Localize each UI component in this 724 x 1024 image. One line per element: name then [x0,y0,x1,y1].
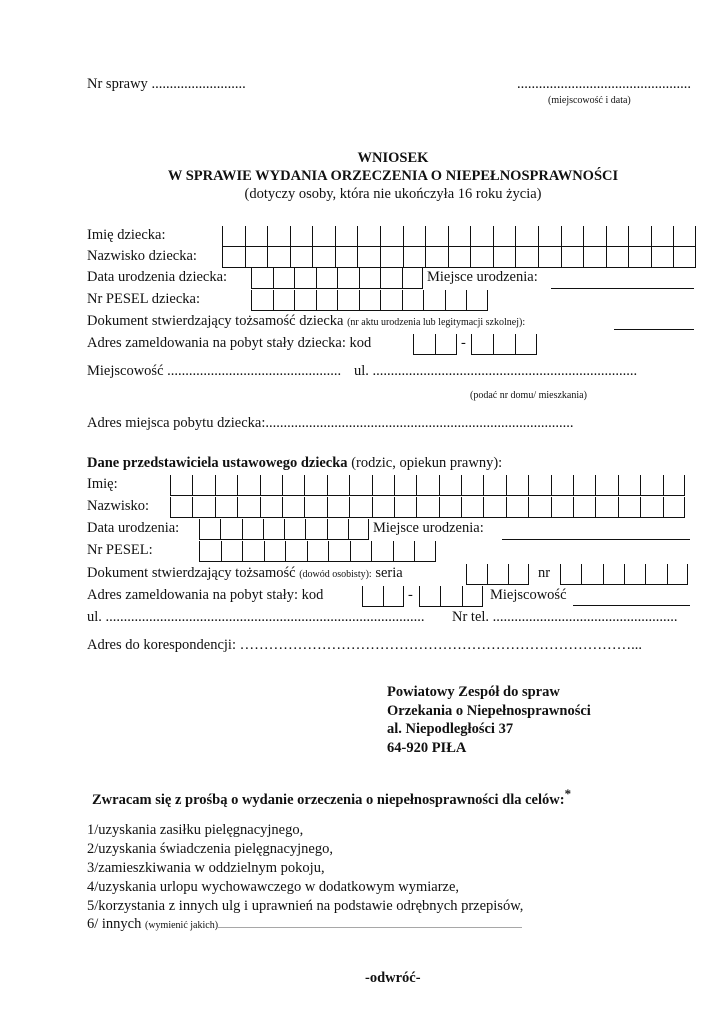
char-box-divider [282,475,283,495]
case-number-field [87,76,246,93]
char-box-divider [349,475,350,495]
char-box-divider [170,497,171,517]
char-box-divider [267,226,268,246]
char-box-divider [640,497,641,517]
child-residence-dots[interactable]: ..................................................................................... [265,415,574,431]
char-box-divider [483,475,484,495]
char-box-divider [628,247,629,267]
char-box-divider [215,497,216,517]
char-box-divider [393,541,394,561]
recipient-address [387,683,591,757]
char-box-divider [372,497,373,517]
guardian-document-hint: (dowód osobisty): [299,569,372,580]
char-box-divider [192,497,193,517]
char-box-divider [573,475,574,495]
place-date-dots[interactable]: ................................................ [517,76,691,92]
guardian-city-line[interactable] [573,604,690,606]
char-box-divider [394,497,395,517]
char-box-divider [493,334,494,354]
guardian-city-label: Miejscowość [490,587,567,603]
recipient-line-1: Powiatowy Zespół do spraw [387,684,560,700]
char-box-divider [470,247,471,267]
char-box-divider [419,586,420,606]
guardian-series-boxes[interactable] [466,564,529,585]
guardian-series-label: seria [375,565,403,581]
char-box-divider [583,226,584,246]
guardian-last-name-label: Nazwisko: [87,498,150,514]
char-box-divider [551,497,552,517]
char-box-divider [348,519,349,539]
char-box-divider [618,497,619,517]
char-box-divider [640,475,641,495]
char-box-divider [263,519,264,539]
char-box-divider [416,475,417,495]
other-purpose-field [87,916,522,933]
char-box-divider [260,497,261,517]
guardian-postcode-part2-boxes[interactable] [419,586,483,607]
title-subtitle: (dotyczy osoby, która nie ukończyła 16 roku życia) [244,186,542,202]
char-box-divider [471,334,472,354]
char-box-divider [461,497,462,517]
other-purpose-dots[interactable]: ........................................................................................................................................................ [218,921,523,930]
recipient-line-2: Orzekania o Niepełnosprawności [387,702,591,719]
char-box-divider [684,497,685,517]
char-box-divider [294,268,295,288]
purpose-item[interactable]: 4/uzyskania urlopu wychowawczego w dodatkowym wymiarze, [87,879,460,895]
char-box-divider [423,290,424,310]
char-box-divider [403,226,404,246]
char-box-divider [383,586,384,606]
guardian-phone-field [452,609,678,626]
child-document-hint: (nr aktu urodzenia lub legitymacji szkolnej): [347,317,526,328]
char-box-divider [687,564,688,584]
purpose-item[interactable]: 5/korzystania z innych ulg i uprawnień na podstawie odrębnych przepisów, [87,898,524,914]
child-address-label: Adres zameldowania na pobyt stały dziecka: kod [87,335,372,351]
char-box-divider [237,475,238,495]
correspondence-label: Adres do korespondencji: [87,637,236,653]
char-box-divider [316,290,317,310]
char-box-divider [215,475,216,495]
child-document-field [87,313,525,330]
char-box-divider [222,247,223,267]
guardian-address-label: Adres zameldowania na pobyt stały: kod [87,587,324,603]
guardian-heading-colon: : [498,455,503,471]
char-box-divider [245,226,246,246]
char-box-divider [515,247,516,267]
char-box-divider [220,519,221,539]
char-box-divider [448,226,449,246]
guardian-heading-text: Dane przedstawiciela ustawowego dziecka [87,455,348,471]
recipient-line-3: al. Niepodległości 37 [387,721,514,737]
char-box-divider [307,541,308,561]
guardian-number-label: nr [538,565,551,581]
char-box-divider [673,247,674,267]
child-street-field [354,363,637,380]
char-box-divider [350,541,351,561]
guardian-number-boxes[interactable] [560,564,688,585]
char-box-divider [273,268,274,288]
place-date-caption: (miejscowość i data) [548,95,631,106]
char-box-divider [470,226,471,246]
char-box-divider [337,268,338,288]
char-box-divider [595,497,596,517]
char-box-divider [695,226,696,246]
child-residence-label: Adres miejsca pobytu dziecka: [87,415,266,431]
char-box-divider [199,519,200,539]
request-asterisk: * [564,786,572,801]
child-street-hint: (podać nr domu/ mieszkania) [470,390,587,401]
char-box-divider [264,541,265,561]
char-box-divider [482,586,483,606]
char-box-divider [327,519,328,539]
guardian-phone-label: Nr tel. [452,609,490,625]
guardian-pesel-boxes[interactable] [199,541,436,562]
char-box-divider [403,586,404,606]
purpose-item[interactable]: 1/uzyskania zasiłku pielęgnacyjnego, [87,822,304,838]
char-box-divider [440,586,441,606]
child-postcode-part2-boxes[interactable] [471,334,537,355]
child-birth-date-label: Data urodzenia dziecka: [87,269,228,285]
guardian-birth-place-line[interactable] [502,538,690,540]
case-number-dots[interactable]: .......................... [151,76,246,92]
char-box-divider [551,475,552,495]
char-box-divider [380,226,381,246]
child-city-label: Miejscowość [87,363,164,379]
guardian-heading [87,455,502,472]
char-box-divider [595,475,596,495]
char-box-divider [192,475,193,495]
other-purpose-hint: (wymienić jakich) [145,920,219,931]
child-city-field [87,363,341,380]
char-box-divider [439,497,440,517]
char-box-divider [673,226,674,246]
guardian-first-name-boxes[interactable] [170,475,685,496]
char-box-divider [603,564,604,584]
child-document-line[interactable] [614,328,694,330]
char-box-divider [483,497,484,517]
char-box-divider [538,226,539,246]
child-postcode-dash: - [461,335,466,351]
char-box-divider [628,226,629,246]
guardian-document-field [87,565,403,582]
char-box-divider [284,519,285,539]
char-box-divider [663,475,664,495]
char-box-divider [328,541,329,561]
guardian-street-label: ul. [87,609,102,625]
child-street-dots[interactable]: ......................................................................... [372,363,638,379]
char-box-divider [273,290,274,310]
title-main: W SPRAWIE WYDANIA ORZECZENIA O NIEPEŁNOSPRAWNOŚCI [167,168,619,184]
child-postcode-part1-boxes[interactable] [413,334,457,355]
char-box-divider [624,564,625,584]
guardian-postcode-part1-boxes[interactable] [362,586,404,607]
child-city-dots[interactable]: ................................................ [167,363,342,379]
char-box-divider [359,290,360,310]
correspondence-dots[interactable]: ………………………………………………………………………... [239,637,642,653]
purposes-list [87,821,523,916]
char-box-divider [684,475,685,495]
child-last-name-label: Nazwisko dziecka: [87,248,197,264]
char-box-divider [651,247,652,267]
char-box-divider [508,564,509,584]
char-box-divider [402,268,403,288]
char-box-divider [337,290,338,310]
char-box-divider [493,226,494,246]
char-box-divider [445,290,446,310]
char-box-divider [439,475,440,495]
char-box-divider [413,334,414,354]
char-box-divider [536,334,537,354]
char-box-divider [282,497,283,517]
guardian-birth-date-boxes[interactable] [199,519,369,540]
request-sentence: Zwracam się z prośbą o wydanie orzeczenia o niepełnosprawności dla celów: [92,791,565,808]
guardian-document-label: Dokument stwierdzający tożsamość [87,565,296,581]
char-box-divider [528,564,529,584]
char-box-divider [245,247,246,267]
char-box-divider [461,475,462,495]
char-box-divider [606,247,607,267]
purpose-item[interactable]: 3/zamieszkiwania w oddzielnym pokoju, [87,860,325,876]
char-box-divider [357,226,358,246]
char-box-divider [380,290,381,310]
char-box-divider [528,497,529,517]
char-box-divider [581,564,582,584]
recipient-line-4: 64-920 PIŁA [387,739,467,756]
char-box-divider [359,268,360,288]
case-number-label: Nr sprawy [87,76,148,92]
purpose-item[interactable]: 2/uzyskania świadczenia pielęgnacyjnego, [87,841,333,857]
char-box-divider [618,475,619,495]
guardian-pesel-label: Nr PESEL: [87,542,153,558]
char-box-divider [402,290,403,310]
char-box-divider [462,586,463,606]
char-box-divider [583,247,584,267]
char-box-divider [667,564,668,584]
other-purpose-label: 6/ innych [87,916,142,932]
char-box-divider [380,247,381,267]
child-first-name-label: Imię dziecka: [87,227,166,243]
child-birth-date-boxes[interactable] [251,268,423,289]
char-box-divider [251,268,252,288]
char-box-divider [294,290,295,310]
char-box-divider [416,497,417,517]
char-box-divider [573,497,574,517]
turn-page-note: -odwróć- [365,970,421,986]
char-box-divider [199,541,200,561]
char-box-divider [560,564,561,584]
char-box-divider [327,475,328,495]
guardian-first-name-label: Imię: [87,476,118,492]
request-text [92,786,571,809]
child-residence-field [87,415,574,432]
child-document-label: Dokument stwierdzający tożsamość dziecka [87,313,344,329]
child-birth-place-label: Miejsce urodzenia: [427,269,538,285]
char-box-divider [371,541,372,561]
char-box-divider [403,247,404,267]
char-box-divider [304,497,305,517]
child-last-name-boxes[interactable] [222,247,696,268]
char-box-divider [372,475,373,495]
child-pesel-boxes[interactable] [251,290,488,311]
char-box-divider [285,541,286,561]
char-box-divider [506,475,507,495]
char-box-divider [466,564,467,584]
char-box-divider [515,334,516,354]
char-box-divider [221,541,222,561]
child-street-label: ul. [354,363,369,379]
guardian-phone-dots[interactable]: ................................................... [492,609,678,625]
char-box-divider [425,247,426,267]
char-box-divider [312,247,313,267]
guardian-last-name-boxes[interactable] [170,497,685,518]
char-box-divider [561,247,562,267]
char-box-divider [380,268,381,288]
char-box-divider [448,247,449,267]
char-box-divider [327,497,328,517]
char-box-divider [290,247,291,267]
guardian-birth-place-label: Miejsce urodzenia: [373,520,484,536]
correspondence-field [87,637,642,654]
char-box-divider [305,519,306,539]
char-box-divider [312,226,313,246]
guardian-heading-hint: (rodzic, opiekun prawny) [351,455,499,471]
char-box-divider [456,334,457,354]
guardian-street-dots[interactable]: ........................................................................................ [105,609,425,625]
char-box-divider [561,226,562,246]
char-box-divider [422,268,423,288]
char-box-divider [487,290,488,310]
char-box-divider [170,475,171,495]
char-box-divider [515,226,516,246]
char-box-divider [368,519,369,539]
char-box-divider [506,497,507,517]
char-box-divider [357,247,358,267]
char-box-divider [260,475,261,495]
char-box-divider [290,226,291,246]
child-birth-place-line[interactable] [551,287,694,289]
char-box-divider [394,475,395,495]
char-box-divider [538,247,539,267]
char-box-divider [242,519,243,539]
char-box-divider [304,475,305,495]
child-first-name-boxes[interactable] [222,226,696,247]
char-box-divider [335,247,336,267]
char-box-divider [242,541,243,561]
char-box-divider [435,541,436,561]
guardian-postcode-dash: - [408,587,413,603]
title-wniosek: WNIOSEK [357,150,429,166]
char-box-divider [528,475,529,495]
char-box-divider [335,226,336,246]
char-box-divider [425,226,426,246]
char-box-divider [645,564,646,584]
char-box-divider [414,541,415,561]
char-box-divider [222,226,223,246]
char-box-divider [651,226,652,246]
child-pesel-label: Nr PESEL dziecka: [87,291,201,307]
guardian-street-field [87,609,425,626]
char-box-divider [435,334,436,354]
char-box-divider [606,226,607,246]
char-box-divider [267,247,268,267]
char-box-divider [695,247,696,267]
char-box-divider [349,497,350,517]
char-box-divider [237,497,238,517]
char-box-divider [487,564,488,584]
char-box-divider [493,247,494,267]
char-box-divider [251,290,252,310]
char-box-divider [663,497,664,517]
char-box-divider [466,290,467,310]
char-box-divider [316,268,317,288]
guardian-birth-date-label: Data urodzenia: [87,520,180,536]
char-box-divider [362,586,363,606]
